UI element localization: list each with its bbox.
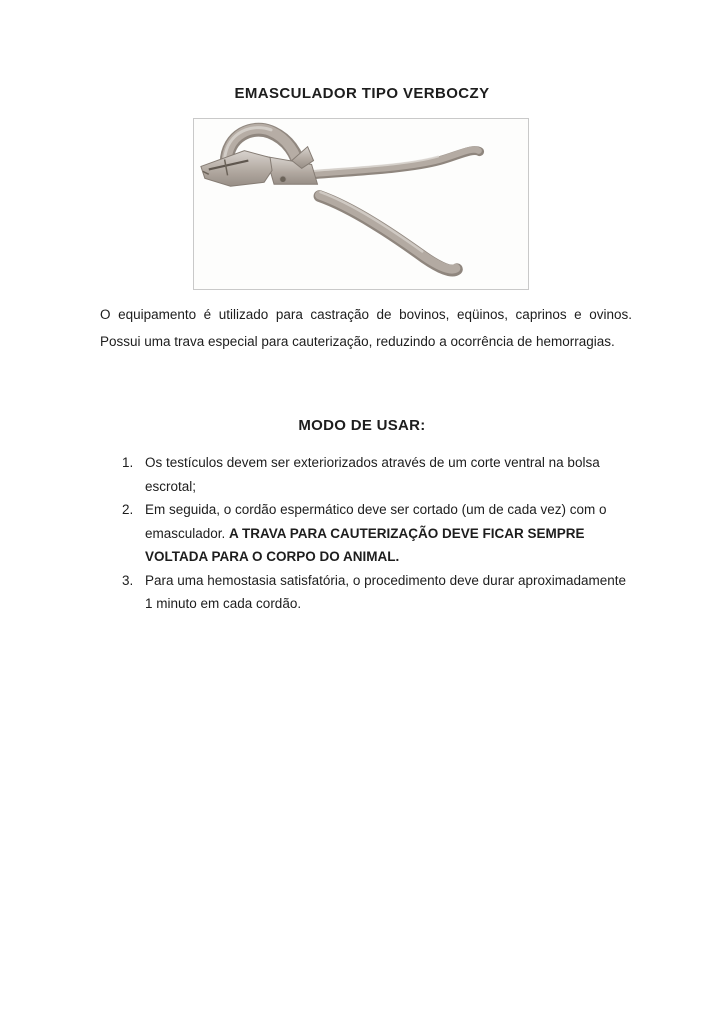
list-item-number: 3. [122, 572, 134, 588]
list-item-text-normal: Em seguida, o cordão espermático deve ser cortado (um de cada vez) com o emasculador. [145, 502, 607, 541]
page-title: EMASCULADOR TIPO VERBOCZY [234, 85, 490, 102]
instrument-upper-handle [306, 150, 480, 176]
instrument-pivot-screw [280, 176, 286, 182]
list-item [122, 451, 627, 498]
list-item-number: 2. [122, 502, 134, 517]
intro-paragraph: O equipamento é utilizado para castração de bovinos, eqüinos, caprinos e ovinos. Possui uma trava especial para cauterização, reduzindo a ocorrência de hemorragias. [100, 307, 632, 349]
emasculator-image [194, 119, 528, 289]
list-item-text-bold: A TRAVA PARA CAUTERIZAÇÃO DEVE FICAR SEMPRE VOLTADA PARA O CORPO DO ANIMAL. [145, 525, 585, 564]
list-item-text-normal: Para uma hemostasia satisfatória, o procedimento deve durar aproximadamente 1 minuto em cada cordão. [145, 572, 627, 611]
list-item-text-normal: Os testículos devem ser exteriorizados através de um corte ventral na bolsa escrotal; [145, 455, 600, 494]
list-item-text [145, 569, 627, 616]
list-item-text [145, 498, 627, 569]
list-item-number: 1. [122, 455, 134, 470]
list-item [122, 569, 627, 616]
instrument-jaw [201, 151, 272, 187]
instrument-lower-handle [319, 192, 456, 270]
list-item [122, 498, 627, 569]
instrument-figure [193, 118, 529, 290]
section-heading: MODO DE USAR: [298, 417, 426, 434]
instruction-list [122, 451, 627, 616]
list-item-text [145, 451, 627, 498]
